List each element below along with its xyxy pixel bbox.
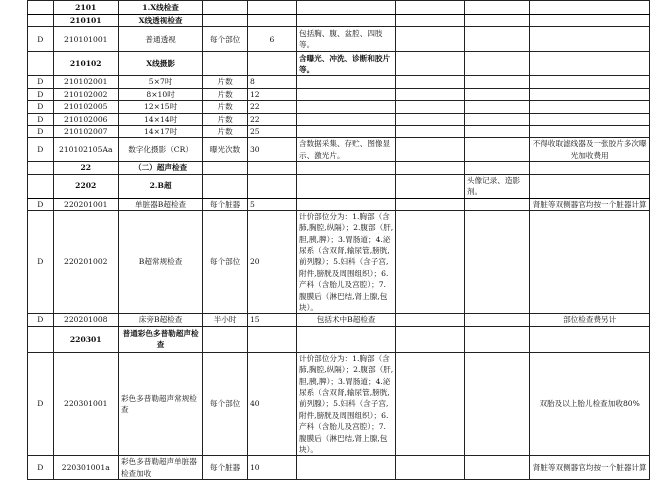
cell-price: 15 xyxy=(247,314,296,326)
cell-connotation xyxy=(296,88,395,100)
table-row xyxy=(28,88,650,100)
table-row xyxy=(28,162,650,174)
cell-category: D xyxy=(28,314,54,326)
cell-item-name: 12×15吋 xyxy=(118,101,202,113)
cell-excluded xyxy=(464,52,529,76)
cell-remark xyxy=(530,326,650,352)
cell-item-name: 普通彩色多普勒超声检查 xyxy=(118,326,202,352)
cell-code: 210102007 xyxy=(53,125,118,137)
cell-extra xyxy=(396,125,465,137)
cell-category: D xyxy=(28,138,54,162)
cell-category: D xyxy=(28,88,54,100)
cell-price xyxy=(247,52,296,76)
cell-category: D xyxy=(28,210,54,314)
cell-code: 220201002 xyxy=(53,210,118,314)
cell-connotation xyxy=(296,1,395,15)
table-row xyxy=(28,198,650,210)
cell-item-name: 彩色多普勒超声单脏器检查加收 xyxy=(118,456,202,480)
cell-connotation: 包括胸、腹、盆腔、四肢等。 xyxy=(296,27,395,52)
cell-category: D xyxy=(28,27,54,52)
cell-remark: 部位检查费另计 xyxy=(530,314,650,326)
table-row xyxy=(28,174,650,198)
cell-price xyxy=(247,326,296,352)
cell-item-name: 14×17吋 xyxy=(118,125,202,137)
cell-unit: 半小时 xyxy=(203,314,248,326)
cell-extra xyxy=(396,1,465,15)
cell-extra xyxy=(396,101,465,113)
cell-item-name: X线摄影 xyxy=(118,52,202,76)
cell-item-name: 5×7吋 xyxy=(118,76,202,88)
cell-remark xyxy=(530,113,650,125)
cell-extra xyxy=(396,88,465,100)
cell-item-name: 8×10吋 xyxy=(118,88,202,100)
price-table xyxy=(27,0,650,480)
cell-unit: 每个部位 xyxy=(203,27,248,52)
table-row xyxy=(28,27,650,52)
cell-unit: 每个脏器 xyxy=(203,198,248,210)
cell-code: 210102001 xyxy=(53,76,118,88)
cell-item-name: 彩色多普勒超声常规检查 xyxy=(118,352,202,456)
cell-price xyxy=(247,174,296,198)
table-row xyxy=(28,52,650,76)
table-row xyxy=(28,138,650,162)
cell-unit: 片数 xyxy=(203,88,248,100)
cell-item-name: 14×14吋 xyxy=(118,113,202,125)
cell-connotation: 含曝光、冲洗、诊断和胶片等。 xyxy=(296,52,395,76)
cell-category: D xyxy=(28,456,54,480)
cell-excluded xyxy=(464,162,529,174)
cell-unit: 每个部位 xyxy=(203,210,248,314)
cell-connotation: 计价部位分为：1.胸部（含肺,胸腔,纵隔）；2.腹部（肝,胆,胰,脾）；3.胃肠道；4.泌尿系（含双肾,输尿管,膀胱,前列腺）；5.妇科（含子宫,附件,膀胱及周围组织）；6.产科（含胎儿及宫腔）；7.腹膜后（淋巴结,肾上腺,包块）。 xyxy=(296,352,395,456)
cell-category: D xyxy=(28,352,54,456)
cell-price: 22 xyxy=(247,113,296,125)
cell-category xyxy=(28,52,54,76)
table-row xyxy=(28,125,650,137)
cell-price: 30 xyxy=(247,138,296,162)
cell-code: 220301 xyxy=(53,326,118,352)
cell-connotation xyxy=(296,198,395,210)
cell-extra xyxy=(396,198,465,210)
cell-excluded xyxy=(464,113,529,125)
cell-extra xyxy=(396,210,465,314)
cell-category xyxy=(28,174,54,198)
cell-code: 2101 xyxy=(53,1,118,15)
table-row xyxy=(28,113,650,125)
cell-excluded xyxy=(464,76,529,88)
cell-code: 210102006 xyxy=(53,113,118,125)
table-row xyxy=(28,352,650,456)
cell-connotation: 包括术中B超检查 xyxy=(296,314,395,326)
cell-code: 220201008 xyxy=(53,314,118,326)
cell-connotation xyxy=(296,101,395,113)
cell-category xyxy=(28,1,54,15)
cell-price xyxy=(247,1,296,15)
cell-category: D xyxy=(28,101,54,113)
cell-unit: 每个部位 xyxy=(203,352,248,456)
cell-remark xyxy=(530,125,650,137)
cell-unit: 每个脏器 xyxy=(203,456,248,480)
cell-excluded xyxy=(464,1,529,15)
cell-item-name: 2.B超 xyxy=(118,174,202,198)
cell-code: 210102 xyxy=(53,52,118,76)
table-row xyxy=(28,101,650,113)
cell-code: 210102002 xyxy=(53,88,118,100)
table-row xyxy=(28,326,650,352)
cell-remark xyxy=(530,27,650,52)
cell-remark xyxy=(530,1,650,15)
cell-extra xyxy=(396,162,465,174)
cell-unit: 片数 xyxy=(203,113,248,125)
cell-item-name: X线透视检查 xyxy=(118,15,202,27)
cell-connotation xyxy=(296,174,395,198)
cell-unit: 片数 xyxy=(203,101,248,113)
cell-remark xyxy=(530,15,650,27)
cell-extra xyxy=(396,456,465,480)
cell-excluded xyxy=(464,125,529,137)
cell-price: 12 xyxy=(247,88,296,100)
cell-remark: 不得收取滤线器及一张胶片多次曝光加收费用 xyxy=(530,138,650,162)
cell-remark xyxy=(530,101,650,113)
cell-code: 220301001 xyxy=(53,352,118,456)
cell-connotation xyxy=(296,456,395,480)
cell-unit xyxy=(203,15,248,27)
cell-code: 220201001 xyxy=(53,198,118,210)
cell-category xyxy=(28,15,54,27)
cell-price: 25 xyxy=(247,125,296,137)
cell-excluded xyxy=(464,352,529,456)
cell-excluded xyxy=(464,15,529,27)
cell-price xyxy=(247,15,296,27)
cell-connotation: 含数据采集、存贮、图像显示、激光片。 xyxy=(296,138,395,162)
cell-unit xyxy=(203,162,248,174)
cell-item-name: 单脏器B超检查 xyxy=(118,198,202,210)
cell-extra xyxy=(396,15,465,27)
cell-remark: 肾脏等双侧器官均按一个脏器计算 xyxy=(530,456,650,480)
cell-category xyxy=(28,162,54,174)
cell-excluded xyxy=(464,198,529,210)
cell-price: 20 xyxy=(247,210,296,314)
cell-code: 210101001 xyxy=(53,27,118,52)
cell-connotation: 计价部位分为：1.胸部（含肺,胸腔,纵隔）；2.腹部（肝,胆,胰,脾）；3.胃肠道；4.泌尿系（含双肾,输尿管,膀胱,前列腺）；5.妇科（含子宫,附件,膀胱及周围组织）；6.产科（含胎儿及宫腔）；7.腹膜后（淋巴结,肾上腺,包块）。 xyxy=(296,210,395,314)
table-row xyxy=(28,1,650,15)
cell-remark xyxy=(530,88,650,100)
cell-remark xyxy=(530,76,650,88)
cell-extra xyxy=(396,174,465,198)
cell-price: 6 xyxy=(247,27,296,52)
cell-remark: 双胎及以上胎儿检查加收80% xyxy=(530,352,650,456)
cell-price: 8 xyxy=(247,76,296,88)
cell-excluded xyxy=(464,210,529,314)
cell-price: 22 xyxy=(247,101,296,113)
cell-price: 40 xyxy=(247,352,296,456)
cell-code: 210102105Aa xyxy=(53,138,118,162)
cell-connotation xyxy=(296,162,395,174)
cell-remark xyxy=(530,162,650,174)
cell-unit: 曝光次数 xyxy=(203,138,248,162)
table-row xyxy=(28,15,650,27)
cell-code: 22 xyxy=(53,162,118,174)
cell-item-name: （二）超声检查 xyxy=(118,162,202,174)
cell-extra xyxy=(396,113,465,125)
cell-unit: 片数 xyxy=(203,125,248,137)
cell-price: 5 xyxy=(247,198,296,210)
cell-extra xyxy=(396,352,465,456)
cell-excluded xyxy=(464,27,529,52)
cell-item-name: 床旁B超检查 xyxy=(118,314,202,326)
cell-unit xyxy=(203,52,248,76)
cell-category xyxy=(28,326,54,352)
cell-code: 2202 xyxy=(53,174,118,198)
cell-unit: 片数 xyxy=(203,76,248,88)
cell-excluded xyxy=(464,88,529,100)
cell-connotation xyxy=(296,15,395,27)
cell-extra xyxy=(396,76,465,88)
cell-category: D xyxy=(28,198,54,210)
cell-excluded xyxy=(464,456,529,480)
table-row xyxy=(28,456,650,480)
table-row xyxy=(28,210,650,314)
cell-remark xyxy=(530,210,650,314)
cell-code: 210101 xyxy=(53,15,118,27)
cell-excluded xyxy=(464,326,529,352)
cell-category: D xyxy=(28,125,54,137)
cell-item-name: 普通透视 xyxy=(118,27,202,52)
cell-connotation xyxy=(296,113,395,125)
cell-price xyxy=(247,162,296,174)
cell-excluded xyxy=(464,138,529,162)
cell-connotation xyxy=(296,76,395,88)
cell-remark xyxy=(530,174,650,198)
cell-category: D xyxy=(28,113,54,125)
cell-extra xyxy=(396,138,465,162)
cell-unit xyxy=(203,1,248,15)
cell-extra xyxy=(396,326,465,352)
cell-unit xyxy=(203,174,248,198)
cell-category: D xyxy=(28,76,54,88)
cell-excluded xyxy=(464,101,529,113)
cell-remark: 肾脏等双侧器官均按一个脏器计算 xyxy=(530,198,650,210)
cell-extra xyxy=(396,27,465,52)
cell-excluded: 头像记录、造影剂。 xyxy=(464,174,529,198)
cell-item-name: 数字化摄影（CR） xyxy=(118,138,202,162)
table-row xyxy=(28,76,650,88)
table-row xyxy=(28,314,650,326)
cell-unit xyxy=(203,326,248,352)
cell-code: 220301001a xyxy=(53,456,118,480)
cell-excluded xyxy=(464,314,529,326)
cell-item-name: 1.X线检查 xyxy=(118,1,202,15)
cell-extra xyxy=(396,52,465,76)
cell-code: 210102005 xyxy=(53,101,118,113)
cell-connotation xyxy=(296,326,395,352)
cell-remark xyxy=(530,52,650,76)
cell-connotation xyxy=(296,125,395,137)
cell-item-name: B超常规检查 xyxy=(118,210,202,314)
cell-price: 10 xyxy=(247,456,296,480)
cell-extra xyxy=(396,314,465,326)
